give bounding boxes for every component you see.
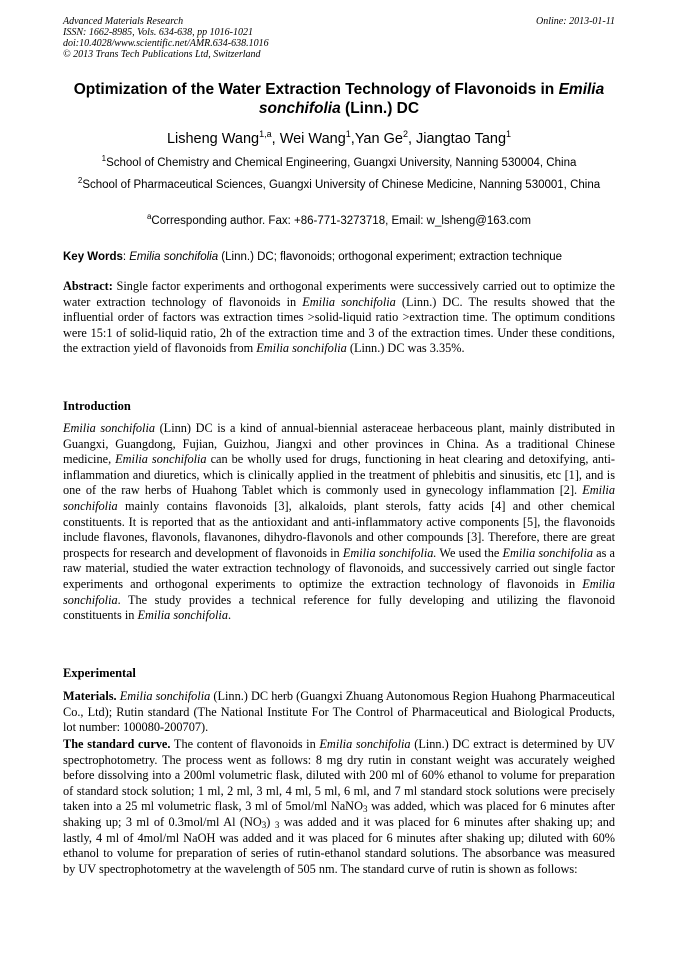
corresponding-text: Corresponding author. Fax: +86-771-3273718, Email: w_lsheng@163.com (151, 215, 532, 227)
materials-text: (Linn.) DC herb (Guangxi Zhuang Autonomous Region Huahong Pharmaceutical Co., Ltd); Rutin standard (The National Institute For The Control of Pharmaceutical and Biological Products, lot number: 100080-200707). (63, 689, 616, 735)
affiliation-text: School of Chemistry and Chemical Engineering, Guangxi University, Nanning 530004, China (106, 157, 577, 169)
species-name: Emilia sonchifolia (302, 294, 396, 309)
species-name: Emilia sonchifolia (502, 545, 594, 560)
keywords-species: Emilia sonchifolia (129, 251, 219, 263)
species-name: Emilia sonchifolia (63, 483, 615, 513)
section-heading-introduction: Introduction (63, 399, 131, 413)
introduction-paragraph (63, 421, 615, 624)
curve-text: ) (266, 814, 275, 829)
affiliation-mark: a (146, 212, 152, 221)
curve-text: was added and it was placed for 6 minutes after shaking up; and lastly, 4 ml of 4mol/ml NaOH was added and it was placed for 6 minutes after shaking up; diluted with 60% ethanol to volume for preparation of series of rutin-ethanol standard solutions. The absorbance was measured by UV spectrophotometry at the wavelength of 505 nm. The standard curve of rutin is shown as follows: (63, 814, 616, 876)
species-name: Emilia sonchifolia (119, 689, 211, 703)
paper-title (40, 80, 638, 118)
curve-text: was added, which was placed for 6 minutes after shaking up; 3 ml of 0.3mol/ml Al (NO (63, 799, 615, 829)
section-heading-experimental: Experimental (63, 666, 136, 680)
species-name: Emilia sonchifolia. (342, 545, 437, 560)
author-separator: , (407, 131, 417, 147)
keywords-label: Key Words (63, 251, 123, 263)
abstract-label: Abstract: (63, 279, 113, 293)
affiliation-1 (50, 155, 628, 171)
standard-curve-label: The standard curve. (63, 737, 171, 751)
intro-text: . (227, 608, 232, 623)
author-name: Wei Wang (279, 131, 346, 147)
keywords: Key Words: Emilia sonchifolia (Linn.) DC; flavonoids; orthogonal experiment; extraction technique (63, 251, 563, 263)
affiliation-text: School of Pharmaceutical Sciences, Guangxi University of Chinese Medicine, Nanning 530001, China (82, 179, 601, 191)
intro-text: We used the (436, 545, 503, 560)
standard-curve-paragraph (63, 737, 615, 877)
affiliation-mark: 2 (77, 176, 83, 185)
species-name: Emilia sonchifolia (319, 737, 411, 751)
author-affil-mark: 1 (506, 129, 512, 139)
intro-text: (Linn) DC is a kind of annual-biennial asteraceae herbaceous plant, mainly distributed in Guangxi, Guangdong, Fujian, Guizhou, Jiangxi and other provinces in China. As a traditional Chinese medicine, (63, 421, 615, 467)
abstract-paragraph (63, 279, 615, 357)
affiliation-2 (50, 177, 628, 193)
title-species: Emilia sonchifolia (258, 81, 605, 117)
author-name: Jiangtao Tang (416, 131, 507, 147)
keywords-text: (Linn.) DC; flavonoids; orthogonal experiment; extraction technique (218, 251, 563, 263)
species-name: Emilia sonchifolia (63, 421, 156, 435)
intro-text: can be wholly used for drugs, functioning in heat clearing and detoxifying, anti-inflammation and diuretics, which is clinically applied in the treatment of phlebitis and sinusitis, etc [1], and is one of the raw herbs of Huahong Tablet which is commonly used in gynecology inflammation [2]. (63, 452, 616, 498)
copyright-line: © 2013 Trans Tech Publications Ltd, Switzerland (63, 49, 261, 60)
intro-text: . The study provides a technical reference for fully developing and utilizing the flavonoid constituents in (63, 592, 615, 623)
title-text-2: (Linn.) DC (340, 100, 420, 117)
affiliation-mark: 1 (101, 154, 107, 163)
issn-volumes: ISSN: 1662-8985, Vols. 634-638, pp 1016-1021 (63, 27, 253, 38)
intro-text: as a raw material, studied the water extraction technology of flavonoids, and successively carried out single factor experiments and orthogonal experiments to optimize the extraction technology of flavonoids in (63, 545, 616, 591)
species-name: Emilia sonchifolia (63, 576, 615, 607)
author-affil-mark: 1,a (259, 129, 272, 139)
corresponding-author (50, 213, 628, 229)
author-separator: , (350, 131, 355, 147)
materials-label: Materials. (63, 689, 117, 703)
doi-link[interactable]: doi:10.4028/www.scientific.net/AMR.634-638.1016 (63, 38, 269, 49)
author-separator: , (271, 131, 280, 147)
title-text-1: Optimization of the Water Extraction Technology of Flavonoids in (73, 81, 559, 98)
abstract-text: Single factor experiments and orthogonal experiments were successively carried out to optimize the water extraction technology of flavonoids in (63, 279, 615, 309)
subscript: 3 (362, 804, 368, 815)
species-name: Emilia sonchifolia (115, 452, 207, 467)
journal-header (63, 16, 269, 60)
online-date: Online: 2013-01-11 (536, 16, 615, 27)
subscript: 3 (274, 819, 280, 830)
journal-name: Advanced Materials Research (63, 16, 184, 27)
author-name: Yan Ge (354, 131, 403, 147)
intro-text: mainly contains flavonoids [3], alkaloids, plant sterols, fatty acids [4] and other chemical constituents. It is reported that as the antioxidant and anti-inflammatory active components [5], the flavonoids include flavones, flavonols, flavanones, dihydro-flavonols and other compounds [3]. Therefore, there are great prospects for research and development of flavonoids in (63, 498, 615, 560)
abstract-text: (Linn.) DC. The results showed that the influential order of factors was extraction times >solid-liquid ratio >extraction time. The optimum conditions were 15:1 of solid-liquid ratio, 2h of the extraction time and 3 of the extraction times. Under these conditions, the extraction yield of flavonoids from (63, 294, 615, 356)
subscript: 3 (261, 819, 267, 830)
author-affil-mark: 2 (402, 129, 408, 139)
author-affil-mark: 1 (345, 129, 351, 139)
species-name: Emilia sonchifolia (256, 341, 347, 356)
curve-text: The content of flavonoids in (170, 737, 320, 751)
materials-paragraph (63, 689, 615, 736)
abstract-text: (Linn.) DC was 3.35%. (346, 341, 465, 356)
curve-text: (Linn.) DC extract is determined by UV spectrophotometry. The process went as follows: 8 mg dry rutin in constant weight was accurately weighed before dissolving into a 200ml volumetric flask, diluted with 200 ml of 60% ethanol to volume for preparation of standard stock solution; 1 ml, 2 ml, 3 ml, 4 ml, 5 ml, 6 ml, and 7 ml standard stock solutions were precisely taken into a 25 ml volumetric flask, 3 ml of 5mol/ml NaNO (63, 737, 615, 814)
author-list (40, 130, 638, 148)
author-name: Lisheng Wang (166, 131, 260, 147)
species-name: Emilia sonchifolia (137, 608, 228, 623)
